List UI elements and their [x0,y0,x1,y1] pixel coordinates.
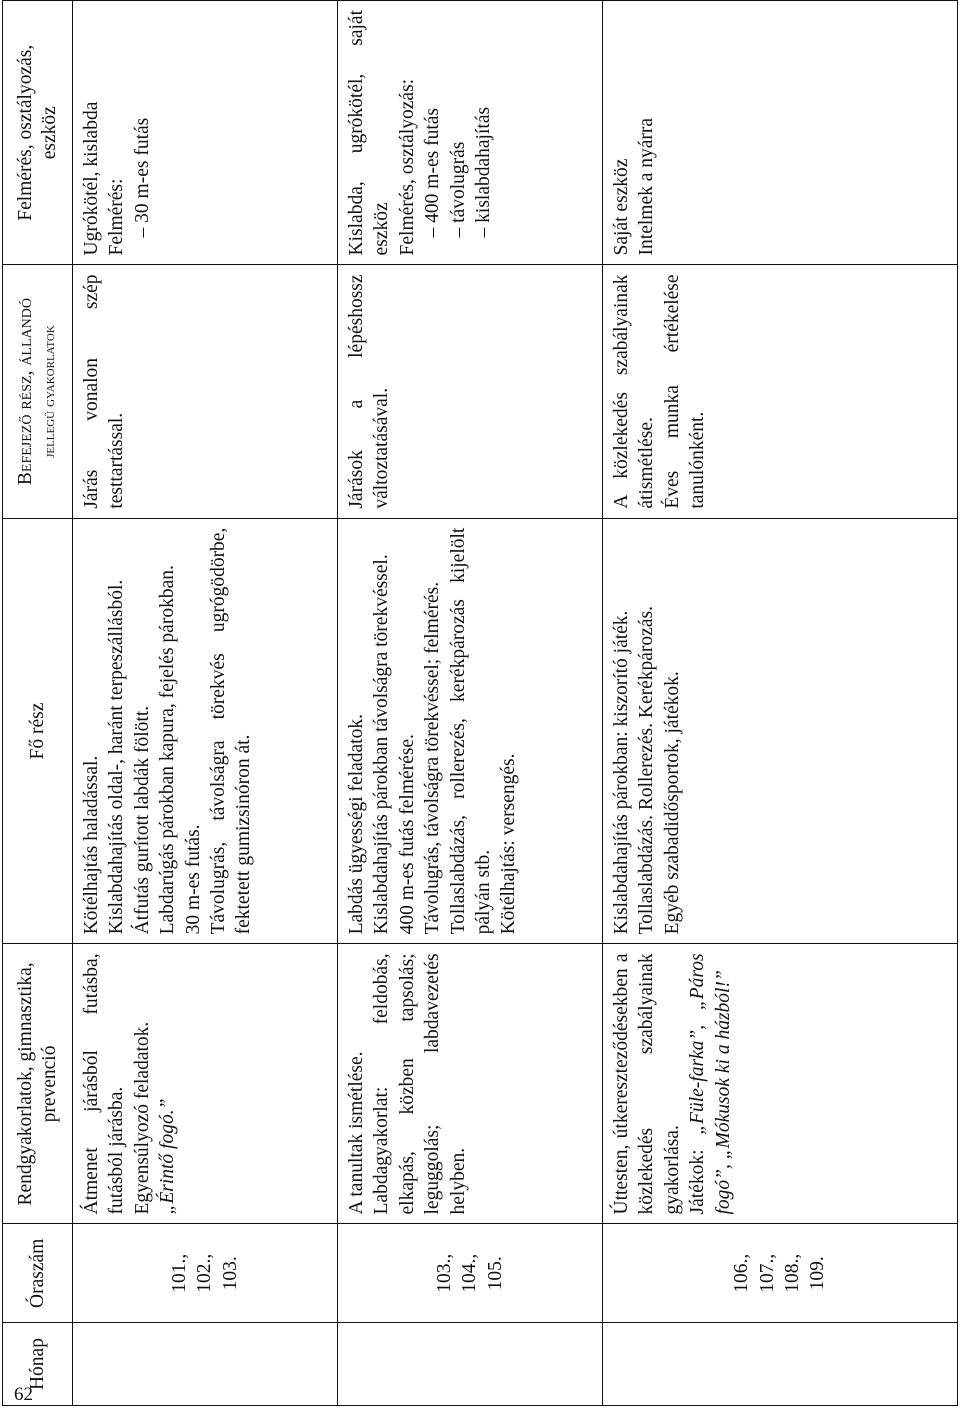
header-hours: Óraszám [3,1224,73,1323]
header-warmup: Rendgyakorlatok, gimnasztika, prevenció [3,944,73,1224]
table-row [603,1,958,1406]
eval-cell: Kislabda, ugrókötél, saját eszköz Felmérés, osztályozás: – 400 m-es futás – távolugrás – kislabdahajítás [338,1,603,265]
month-cell [603,1323,958,1406]
table-row [338,1,603,1406]
page-number: 62 [14,1384,33,1405]
eval-cell: Ugrókötél, kislabda Felmérés: – 30 m-es futás [73,1,338,265]
lesson-plan-table [2,0,958,1406]
month-cell [73,1323,338,1406]
hours-cell: 101., 102., 103. [73,1224,338,1323]
month-cell [338,1323,603,1406]
closing-cell: Járás vonalon szép testtartással. [73,265,338,518]
closing-cell: Járások a lépéshossz változtatásával. [338,265,603,518]
header-eval: Felmérés, osztályozás, eszköz [3,1,73,265]
warmup-cell: Átmenet járásból futásba, futásból járásba. Egyensúlyozó feladatok. „Érintő fogó.” [73,944,338,1224]
eval-cell: Saját eszköz Intelmek a nyárra [603,1,958,265]
closing-cell: A közlekedés szabályainak átismétlése. Éves munka értékelése tanulónként. [603,265,958,518]
header-month: Hónap [3,1323,73,1406]
main-cell: Kislabdahajítás párokban: kiszorító játék. Tollaslabdázás. Rollerezés. Kerékpározás. Egyéb szabadidősportok, játékok. [603,518,958,944]
rotated-table-wrapper [2,0,958,1406]
table-row [73,1,338,1406]
warmup-cell: Úttesten, útkereszteződésekben a közlekedés szabályainak gyakorlása. Játékok: „Füle-farka”, „Páros fogó”, „Mókusok ki a házból!” [603,944,958,1224]
warmup-cell: A tanultak ismétlése. Labdagyakorlat: feldobás, elkapás, közben tapsolás; leguggolás; labdavezetés helyben. [338,944,603,1224]
header-closing: Befejező rész, állandó jellegű gyakorlatok [3,265,73,518]
header-main: Fő rész [3,518,73,944]
table-header-row [3,1,73,1406]
main-cell: Kötélhajtás haladással. Kislabdahajítás oldal-, haránt terpeszállásból. Átfutás gurított labdák fölött. Labdarúgás párokban kapura, fejelés párokban. 30 m-es futás. Távolugrás, távolságra törekvés ugrógödörbe, fektetett gumizsinóron át. [73,518,338,944]
main-cell: Labdás ügyességi feladatok. Kislabdahajítás párokban távolságra törekvéssel. 400 m-es futás felmérése. Távolugrás, távolságra törekvéssel; felmérés. Tollaslabdázás, rollerezés, kerékpározás kijelölt pályán stb. Kötélhajtás: versengés. [338,518,603,944]
hours-cell: 106., 107., 108., 109. [603,1224,958,1323]
hours-cell: 103., 104., 105. [338,1224,603,1323]
